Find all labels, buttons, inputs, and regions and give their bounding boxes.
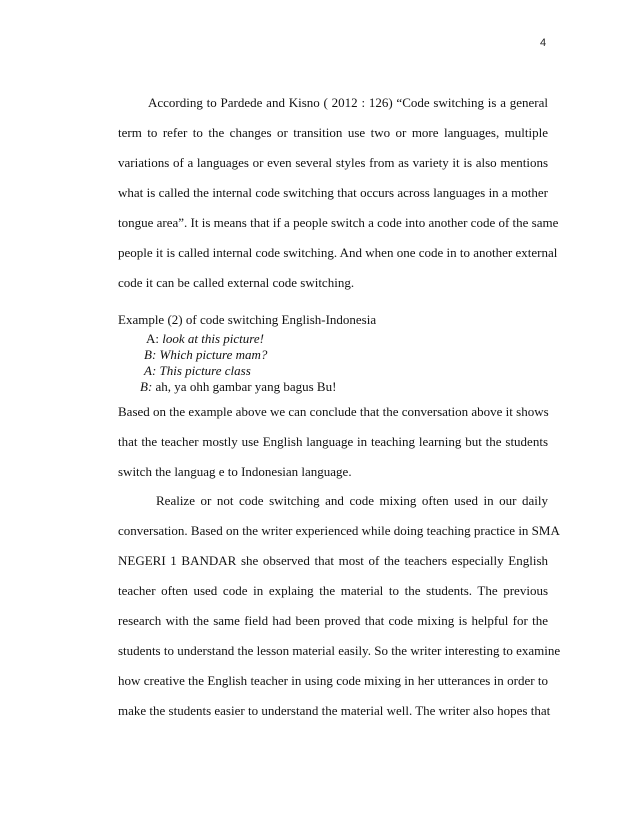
dialog-line-2 [144, 347, 267, 363]
paragraph3-line-1: Realize or not code switching and code mixing often used in our daily [156, 493, 548, 508]
paragraph1-line-6: people it is called internal code switching. And when one code in to another external [118, 245, 558, 260]
paragraph3-line-3: NEGERI 1 BANDAR she observed that most of the teachers especially English [118, 553, 548, 568]
paragraph2-line-3: switch the languag e to Indonesian language. [118, 464, 352, 479]
dialog-speaker: A: [146, 331, 159, 346]
paragraph1-line-2: term to refer to the changes or transition use two or more languages, multiple [118, 125, 548, 140]
paragraph3-line-5: research with the same field had been proved that code mixing is helpful for the [118, 613, 548, 628]
dialog-text: This picture class [159, 363, 251, 378]
dialog-text: look at this picture! [162, 331, 264, 346]
dialog-speaker: A: [144, 363, 157, 378]
dialog-line-1 [146, 331, 264, 347]
paragraph1-line-1: According to Pardede and Kisno ( 2012 : 126) “Code switching is a general [148, 95, 548, 110]
dialog-line-4 [140, 379, 336, 395]
dialog-text: Which picture mam? [159, 347, 268, 362]
paragraph3-line-2: conversation. Based on the writer experienced while doing teaching practice in SMA [118, 523, 560, 538]
paragraph3-line-6: students to understand the lesson material easily. So the writer interesting to examine [118, 643, 561, 658]
paragraph3-line-4: teacher often used code in explaing the material to the students. The previous [118, 583, 548, 598]
paragraph2-line-1: Based on the example above we can conclude that the conversation above it shows [118, 404, 549, 419]
paragraph2-line-2: that the teacher mostly use English language in teaching learning but the students [118, 434, 548, 449]
dialog-speaker: B: [144, 347, 157, 362]
paragraph3-line-7: how creative the English teacher in using code mixing in her utterances in order to [118, 673, 548, 688]
paragraph1-line-4: what is called the internal code switching that occurs across languages in a mother [118, 185, 548, 200]
paragraph1-line-7: code it can be called external code switching. [118, 275, 355, 290]
paragraph1-line-3: variations of a languages or even several styles from as variety it is also mentions [118, 155, 548, 170]
dialog-speaker: B: [140, 379, 153, 394]
example-heading: Example (2) of code switching English-Indonesia [118, 312, 377, 327]
paragraph1-line-5: tongue area”. It is means that if a people switch a code into another code of the same [118, 215, 559, 230]
dialog-text: ah, ya ohh gambar yang bagus Bu! [155, 379, 337, 394]
page-number: 4 [540, 37, 547, 49]
dialog-line-3 [144, 363, 251, 379]
paragraph3-line-8: make the students easier to understand the material well. The writer also hopes that [118, 703, 551, 718]
